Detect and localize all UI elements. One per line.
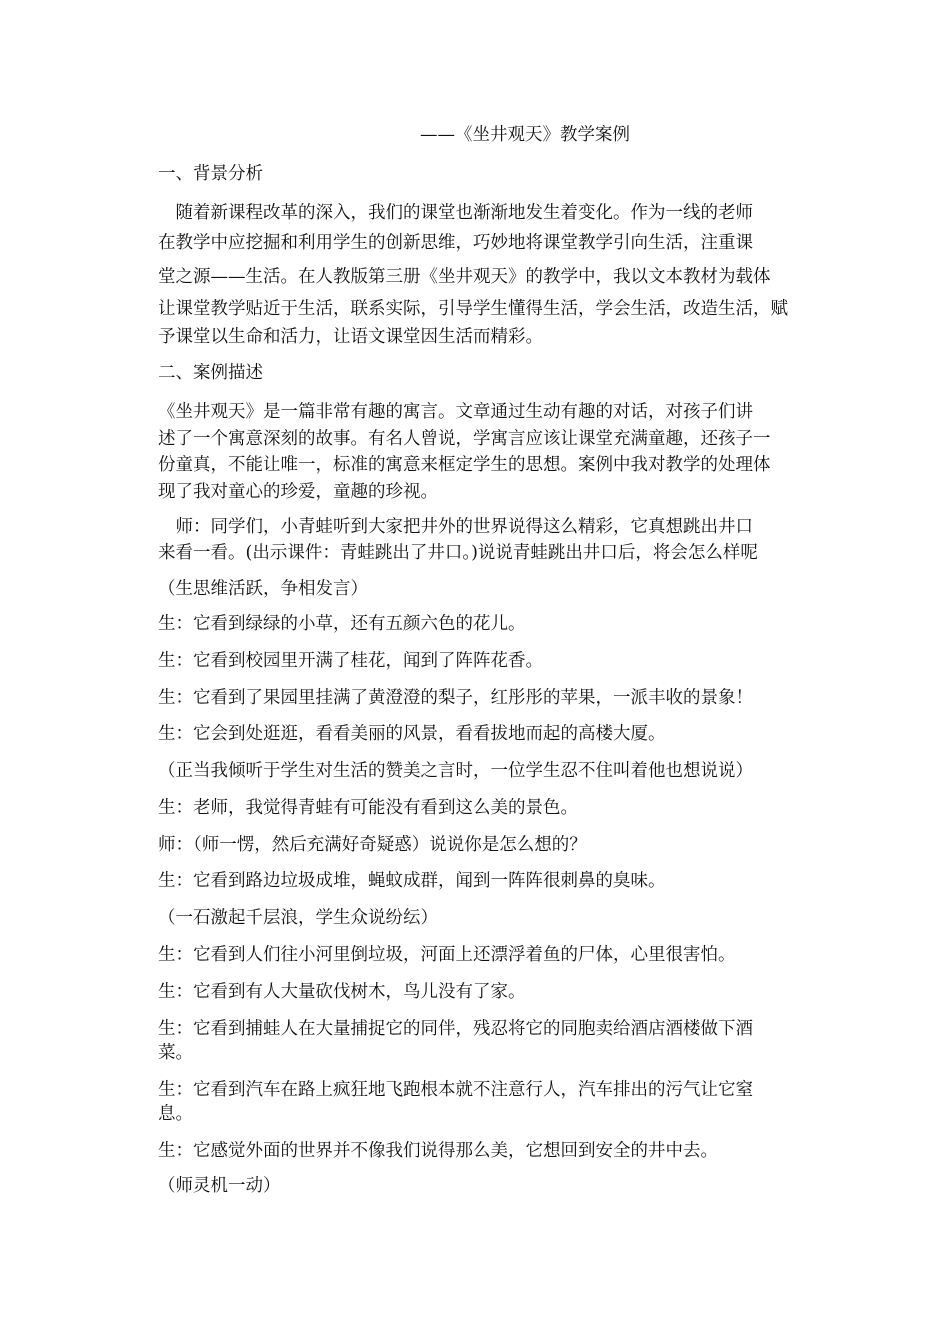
dialogue-line: （一石激起千层浪，学生众说纷纭） [158,908,438,928]
dialogue-line: 生：它看到了果园里挂满了黄澄澄的梨子，红彤彤的苹果，一派丰收的景象！ [158,688,753,708]
dialogue-line: 师：（师一愣，然后充满好奇疑惑）说说你是怎么想的？ [158,835,587,855]
dialogue-line: 生：它看到人们往小河里倒垃圾，河面上还漂浮着鱼的尸体，心里很害怕。 [158,945,736,965]
dialogue-line: 生：它看到汽车在路上疯狂地飞跑根本就不注意行人，汽车排出的污气让它窒 [158,1080,753,1100]
dialogue-line: 生：它看到捕蛙人在大量捕捉它的同伴，残忍将它的同胞卖给酒店酒楼做下酒 [158,1019,753,1039]
paragraph-line: 师：同学们，小青蛙听到大家把井外的世界说得这么精彩，它真想跳出井口 [158,517,753,537]
dialogue-line: （师灵机一动） [158,1176,281,1196]
paragraph-line: 来看一看。(出示课件：青蛙跳出了井口。)说说青蛙跳出井口后，将会怎么样呢 [158,543,758,563]
dialogue-line: 生：它会到处逛逛，看看美丽的风景，看看拔地而起的高楼大厦。 [158,724,666,744]
dialogue-line: 生：它看到有人大量砍伐树木，鸟儿没有了家。 [158,982,526,1002]
paragraph-line: 现了我对童心的珍爱，童趣的珍视。 [158,482,438,502]
dialogue-line: （生思维活跃，争相发言） [158,579,368,599]
paragraph-line: 述了一个寓意深刻的故事。有名人曾说，学寓言应该让课堂充满童趣，还孩子一 [158,429,771,449]
dialogue-line: 生：它看到校园里开满了桂花，闻到了阵阵花香。 [158,651,543,671]
paragraph-line: 在教学中应挖掘和利用学生的创新思维，巧妙地将课堂教学引向生活，注重课 [158,233,753,253]
dialogue-line: 生：它看到绿绿的小草，还有五颜六色的花儿。 [158,614,526,634]
section-heading-background: 一、背景分析 [158,164,263,184]
document-title: ——《坐井观天》教学案例 [420,125,630,145]
section-heading-case: 二、案例描述 [158,363,263,383]
paragraph-line: 让课堂教学贴近于生活，联系实际，引导学生懂得生活，学会生活，改造生活，赋 [158,299,788,319]
paragraph-line: 随着新课程改革的深入，我们的课堂也渐渐地发生着变化。作为一线的老师 [158,203,753,223]
dialogue-line: （正当我倾听于学生对生活的赞美之言时，一位学生忍不住叫着他也想说说） [158,761,753,781]
paragraph-line: 份童真，不能让唯一，标准的寓意来框定学生的思想。案例中我对教学的处理体 [158,455,771,475]
paragraph-line: 《坐井观天》是一篇非常有趣的寓言。文章通过生动有趣的对话，对孩子们讲 [158,402,753,422]
paragraph-line: 予课堂以生命和活力，让语文课堂因生活而精彩。 [158,327,543,347]
dialogue-line: 生：它看到路边垃圾成堆，蝇蚊成群，闻到一阵阵很刺鼻的臭味。 [158,871,666,891]
dialogue-line: 生：它感觉外面的世界并不像我们说得那么美，它想回到安全的井中去。 [158,1141,718,1161]
dialogue-line: 生：老师，我觉得青蛙有可能没有看到这么美的景色。 [158,798,578,818]
dialogue-line-continued: 息。 [158,1104,193,1124]
dialogue-line-continued: 菜。 [158,1043,193,1063]
paragraph-line: 堂之源——生活。在人教版第三册《坐井观天》的教学中，我以文本教材为载体 [158,267,771,287]
